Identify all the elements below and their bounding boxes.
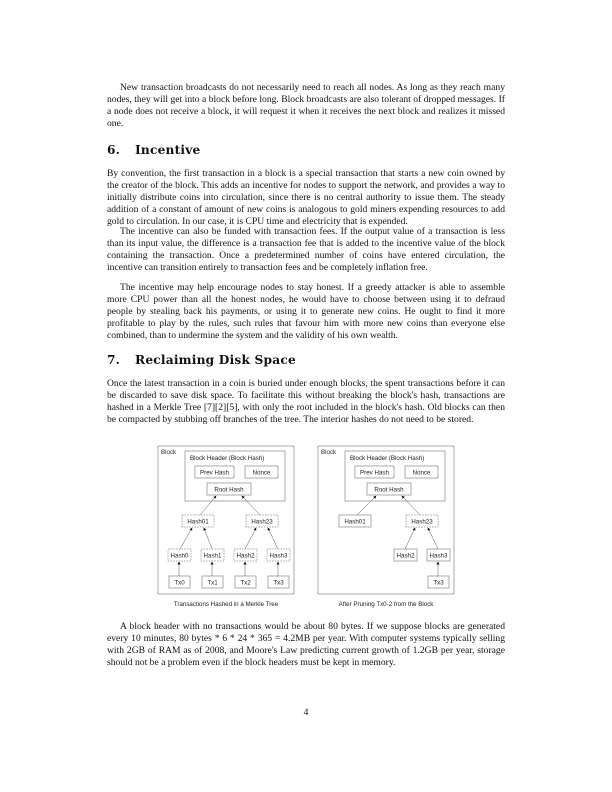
block-header-label: Block Header (Block Hash) xyxy=(190,455,265,462)
hash01-label: Hash01 xyxy=(187,518,209,526)
tx0-label: Tx0 xyxy=(174,579,185,587)
hash1-label: Hash1 xyxy=(203,552,222,560)
nonce-label: Nonce xyxy=(252,469,271,477)
left-figure-caption: Transactions Hashed in a Merkle Tree xyxy=(173,601,279,608)
hash3-label: Hash3 xyxy=(429,552,448,560)
section-title: Incentive xyxy=(135,143,201,157)
page-number: 4 xyxy=(303,707,309,718)
tx2-label: Tx2 xyxy=(240,579,251,587)
root-hash-label: Root Hash xyxy=(374,486,404,494)
incentive-paragraph-2: The incentive can also be funded with transaction fees. If the output value of a transaction is less than its input value, the difference is a transaction fee that is added to the incentive value of the block containing the transaction. Once a predetermined number of coins have entered circulation, the incentive can transition entirely to transaction fees and be completely inflation free. xyxy=(107,226,505,274)
tx3-label: Tx3 xyxy=(273,579,284,587)
section-6-heading xyxy=(107,143,201,157)
section-title: Reclaiming Disk Space xyxy=(135,353,296,367)
merkle-tree-figure xyxy=(150,440,470,615)
intro-paragraph: New transaction broadcasts do not necessarily need to reach all nodes. As long as they reach many nodes, they will get into a block before long. Block broadcasts are also tolerant of dropped messages. If a node does not receive a block, it will request it when it receives the next block and realizes it missed one. xyxy=(107,82,505,130)
hash2-label: Hash2 xyxy=(396,552,415,560)
tx1-label: Tx1 xyxy=(207,579,218,587)
section-7-heading xyxy=(107,353,296,367)
nonce-label: Nonce xyxy=(412,469,431,477)
hash23-label: Hash23 xyxy=(411,518,433,526)
incentive-paragraph-3: The incentive may help encourage nodes to stay honest. If a greedy attacker is able to assemble more CPU power than all the honest nodes, he would have to choose between using it to defraud people by stealing back his payments, or using it to generate new coins. He ought to find it more profitable to play by the rules, such rules that favour him with more new coins than everyone else combined, than to undermine the system and the validity of his own wealth. xyxy=(107,282,505,342)
section-number: 6. xyxy=(107,143,121,157)
block-header-label: Block Header (Block Hash) xyxy=(350,455,425,462)
hash2-label: Hash2 xyxy=(236,552,255,560)
disk-space-paragraph-1: Once the latest transaction in a coin is buried under enough blocks, the spent transactions before it can be discarded to save disk space. To facilitate this without breaking the block's hash, transactions are hashed in a Merkle Tree [7][2][5], with only the root included in the block's hash. Old blocks can then be compacted by stubbing off branches of the tree. The interior hashes do not need to be stored. xyxy=(107,378,505,426)
disk-space-paragraph-2: A block header with no transactions would be about 80 bytes. If we suppose blocks are generated every 10 minutes, 80 bytes * 6 * 24 * 365 = 4.2MB per year. With computer systems typically selling with 2GB of RAM as of 2008, and Moore's Law predicting current growth of 1.2GB per year, storage should not be a problem even if the block headers must be kept in memory. xyxy=(107,621,505,669)
prev-hash-label: Prev Hash xyxy=(360,469,389,477)
block-label: Block xyxy=(161,449,177,456)
hash3-label: Hash3 xyxy=(269,552,288,560)
hash01-label: Hash01 xyxy=(344,518,366,526)
tx3-label: Tx3 xyxy=(433,579,444,587)
prev-hash-label: Prev Hash xyxy=(200,469,229,477)
block-label: Block xyxy=(321,449,337,456)
hash23-label: Hash23 xyxy=(251,518,273,526)
hash0-label: Hash0 xyxy=(170,552,189,560)
right-figure-caption: After Pruning Tx0-2 from the Block xyxy=(338,601,434,608)
root-hash-label: Root Hash xyxy=(214,486,244,494)
section-number: 7. xyxy=(107,353,121,367)
incentive-paragraph-1: By convention, the first transaction in a block is a special transaction that starts a new coin owned by the creator of the block. This adds an incentive for nodes to support the network, and provides a way to initially distribute coins into circulation, since there is no central authority to issue them. The steady addition of a constant of amount of new coins is analogous to gold miners expending resources to add gold to circulation. In our case, it is CPU time and electricity that is expended. xyxy=(107,168,505,228)
